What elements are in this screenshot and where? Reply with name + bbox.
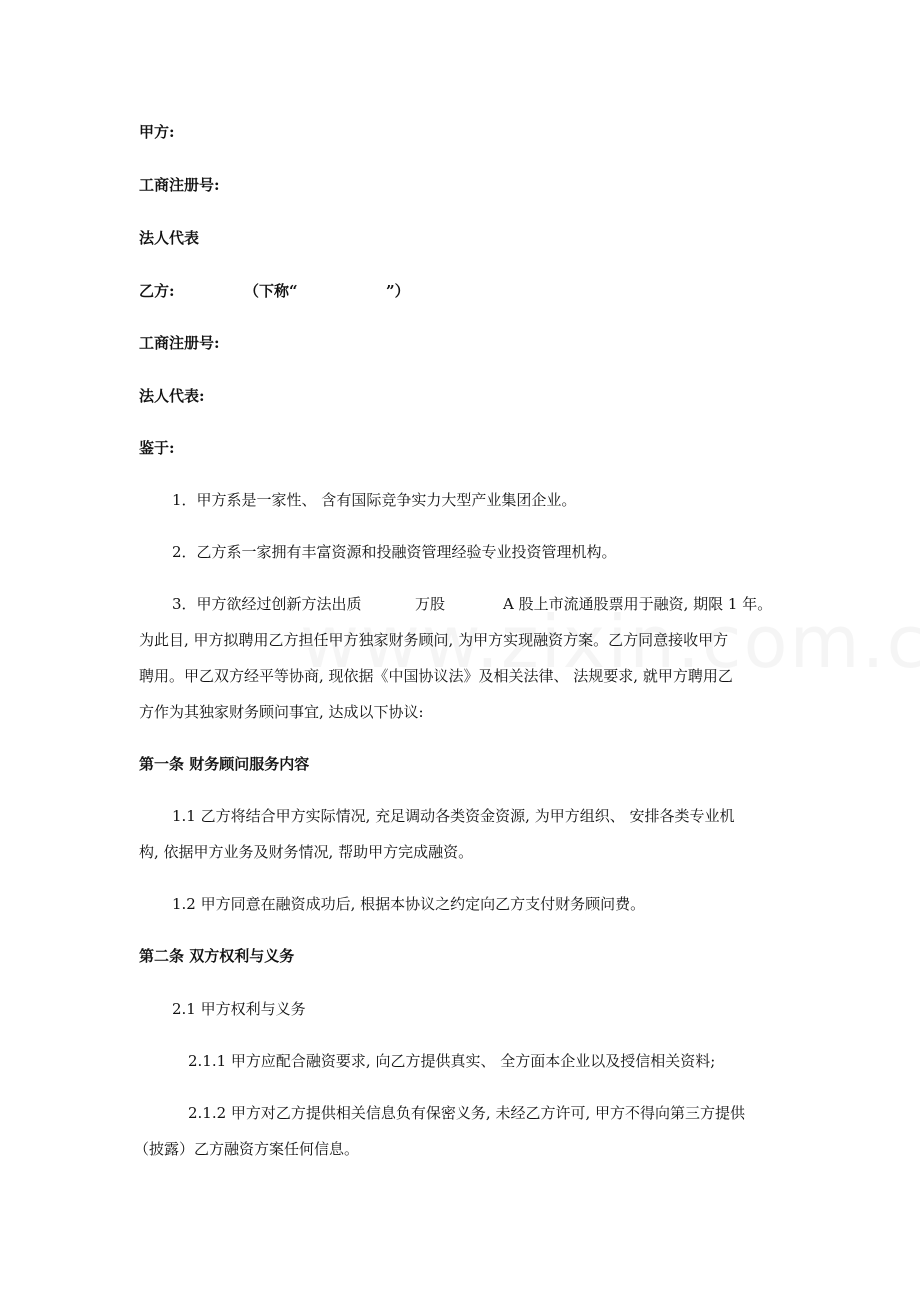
party-a-representative-label: 法人代表 <box>139 229 200 247</box>
recital-3-part3: A 股上市流通股票用于融资, 期限 1 年。 <box>503 595 773 613</box>
party-a-label: 甲方: <box>139 123 175 141</box>
clause-1-1-line1: 1.1 乙方将结合甲方实际情况, 充足调动各类资金资源, 为甲方组织、 安排各类专业机 <box>172 807 735 825</box>
party-b-registration-label: 工商注册号: <box>139 334 220 352</box>
recital-1: 1．甲方系是一家性、 含有国际竞争实力大型产业集团企业。 <box>172 491 577 509</box>
party-b-alias-open: （下称“ <box>244 282 298 300</box>
article-1-title: 第一条 财务顾问服务内容 <box>139 755 310 773</box>
clause-1-1-line2: 构, 依据甲方业务及财务情况, 帮助甲方完成融资。 <box>139 843 474 861</box>
recital-3-line4: 方作为其独家财务顾问事宜, 达成以下协议: <box>139 703 424 721</box>
article-2-title: 第二条 双方权利与义务 <box>139 947 295 965</box>
recital-3-line2: 为此目, 甲方拟聘用乙方担任甲方独家财务顾问, 为甲方实现融资方案。乙方同意接收甲方 <box>139 631 729 649</box>
party-b-alias-close: ”） <box>386 282 410 300</box>
party-b-representative-label: 法人代表: <box>139 387 205 405</box>
recital-3-part2: 万股 <box>415 595 446 613</box>
clause-2-1-2-line1: 2.1.2 甲方对乙方提供相关信息负有保密义务, 未经乙方许可, 甲方不得向第三方提供 <box>188 1104 746 1122</box>
whereas-label: 鉴于: <box>139 439 175 457</box>
recital-3-part1: 3．甲方欲经过创新方法出质 <box>172 595 362 613</box>
clause-1-2: 1.2 甲方同意在融资成功后, 根据本协议之约定向乙方支付财务顾问费。 <box>172 895 646 913</box>
party-a-registration-label: 工商注册号: <box>139 176 220 194</box>
clause-2-1: 2.1 甲方权利与义务 <box>172 1000 306 1018</box>
clause-2-1-1: 2.1.1 甲方应配合融资要求, 向乙方提供真实、 全方面本企业以及授信相关资料; <box>188 1052 716 1070</box>
recital-3-line3: 聘用。甲乙双方经平等协商, 现依据《中国协议法》及相关法律、 法规要求, 就甲方聘用乙 <box>139 667 733 685</box>
clause-2-1-2-line2: （披露）乙方融资方案任何信息。 <box>134 1140 360 1158</box>
recital-2: 2．乙方系一家拥有丰富资源和投融资管理经验专业投资管理机构。 <box>172 543 617 561</box>
party-b-label: 乙方: <box>139 282 175 300</box>
